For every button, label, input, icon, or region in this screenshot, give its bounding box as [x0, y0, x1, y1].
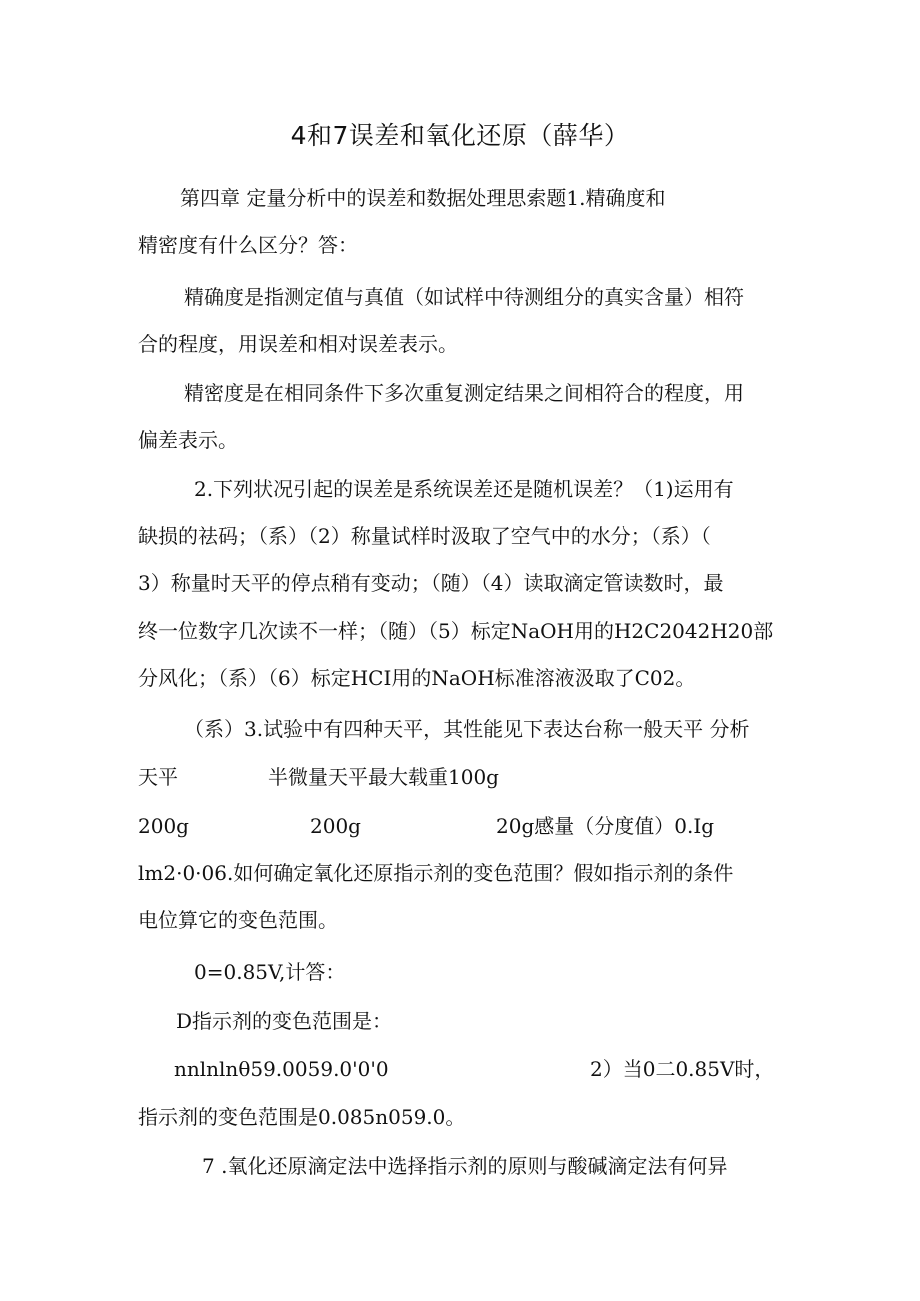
paragraph-line: 7 .氧化还原滴定法中选择指示剂的原则与酸碱滴定法有何异 — [202, 1154, 728, 1178]
paragraph-line: （系）3.试验中有四种天平，其性能见下表达台称一般天平 分析 — [184, 717, 750, 741]
paragraph-line: 3）称量时天平的停点稍有变动；（随）（4）读取滴定管读数时，最 — [138, 571, 724, 595]
paragraph-line: 缺损的祛码；（系）（2）称量试样时汲取了空气中的水分；（系）（ — [138, 524, 711, 548]
formula-text: nnlnlnθ59.0059.0'0'0 — [174, 1057, 389, 1081]
table-cell: 200g — [138, 814, 189, 838]
paragraph-line: 精确度是指测定值与真值（如试样中待测组分的真实含量）相符 — [184, 285, 744, 309]
paragraph-line: 2.下列状况引起的误差是系统误差还是随机误差？（1)运用有 — [194, 477, 734, 501]
paragraph-line: 电位算它的变色范围。 — [138, 908, 338, 932]
paragraph-line: 精密度有什么区分？答： — [138, 233, 358, 257]
paragraph-line: 精密度是在相同条件下多次重复测定结果之间相符合的程度，用 — [184, 381, 744, 405]
paragraph-line: 指示剂的变色范围是0.085n059.0。 — [138, 1105, 466, 1129]
table-cell: 20g感量（分度值）0.Ig — [496, 814, 715, 838]
paragraph-line: D指示剂的变色范围是： — [176, 1009, 393, 1033]
table-cell: 半微量天平最大载重100g — [268, 765, 499, 789]
paragraph-line: 0=0.85V,计答： — [194, 960, 346, 984]
paragraph-line: 偏差表示。 — [138, 428, 238, 452]
paragraph-line: 第四章 定量分析中的误差和数据处理思索题1.精确度和 — [180, 186, 666, 210]
table-cell: 天平 — [138, 765, 178, 789]
paragraph-line: 终一位数字几次读不一样；（随）（5）标定NaOH用的H2C2042H20部 — [138, 619, 774, 643]
formula-note: 2）当0二0.85V时， — [590, 1057, 775, 1081]
document-title: 4和7误差和氧化还原（薛华） — [290, 121, 630, 150]
paragraph-line: 分风化；（系）（6）标定HCI用的NaOH标准溶液汲取了C02。 — [138, 666, 696, 690]
paragraph-line: 合的程度，用误差和相对误差表示。 — [138, 332, 458, 356]
table-cell: 200g — [310, 814, 361, 838]
paragraph-line: lm2·0·06.如何确定氧化还原指示剂的变色范围？假如指示剂的条件 — [138, 861, 734, 885]
